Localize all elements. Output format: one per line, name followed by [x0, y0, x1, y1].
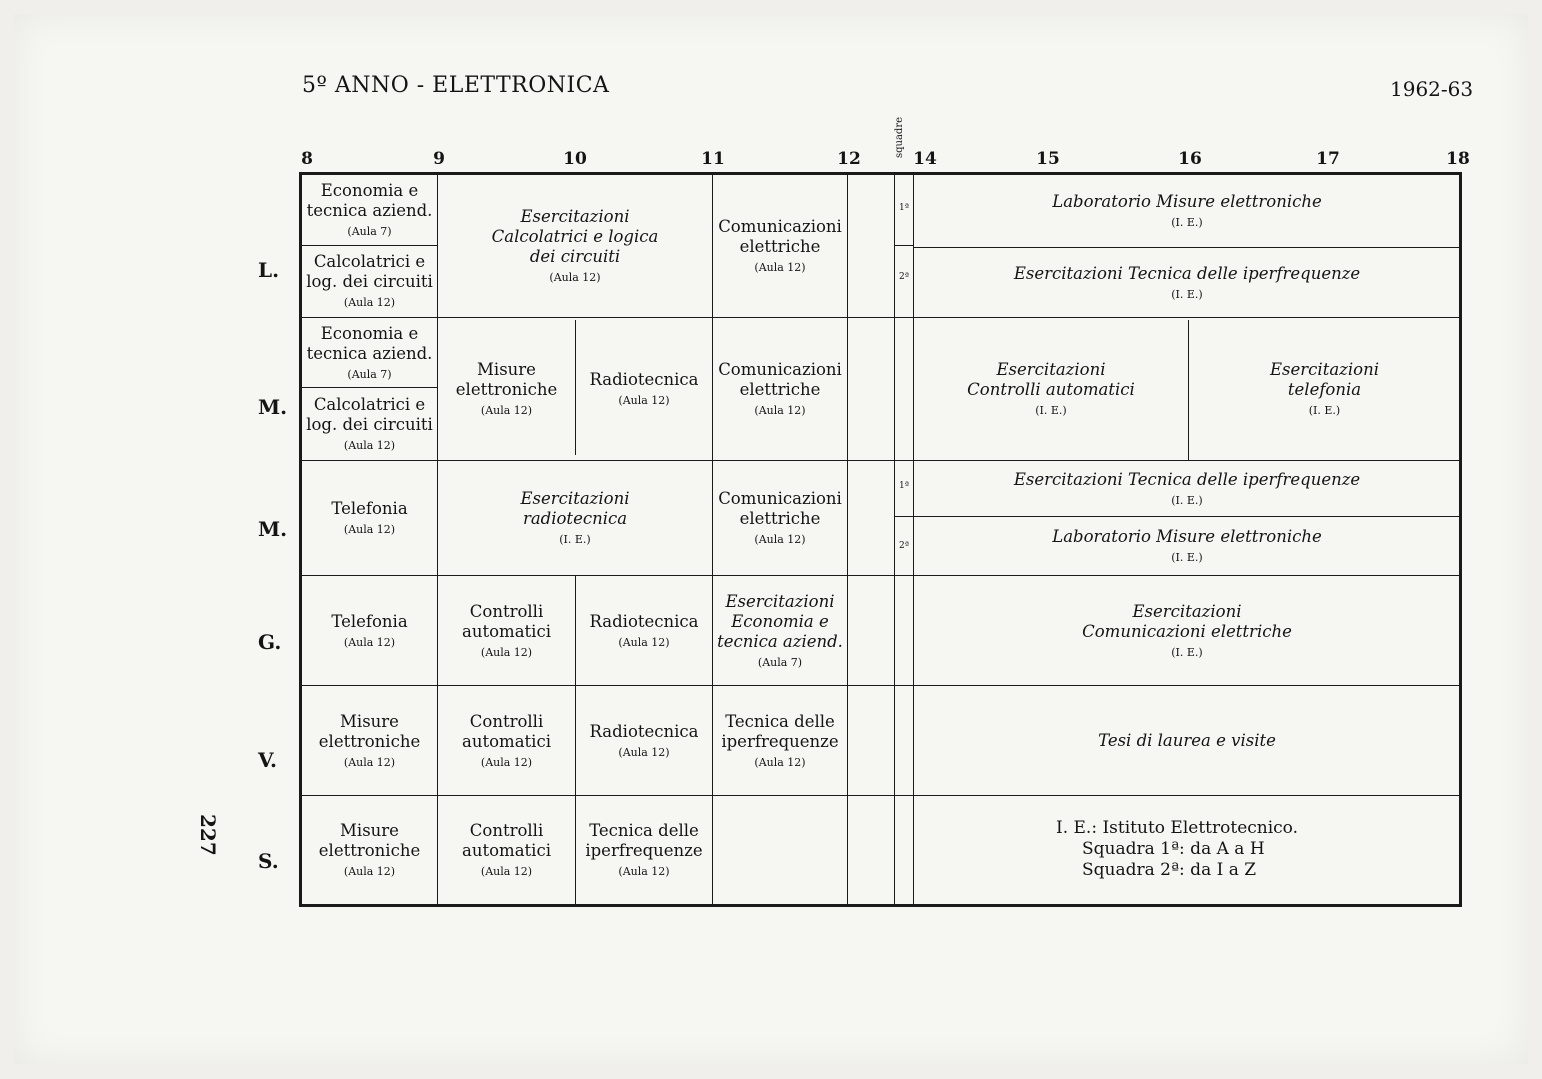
hour-15: 15	[1036, 149, 1060, 169]
squadra-mark: 2ª	[899, 541, 910, 551]
lesson-cell: Misure elettroniche (Aula 12)	[318, 821, 421, 878]
hour-9: 9	[433, 149, 445, 169]
day-tuesday: M.	[258, 395, 288, 419]
hour-17: 17	[1316, 149, 1340, 169]
lesson-cell: Esercitazioni Economia e tecnica aziend. (Aula 7)	[717, 591, 843, 669]
lesson-cell: Calcolatrici e log. dei circuiti (Aula 12)	[306, 395, 433, 452]
lesson-cell: Comunicazioni elettriche (Aula 12)	[718, 217, 842, 274]
day-monday: L.	[258, 258, 280, 282]
lesson-cell: Telefonia (Aula 12)	[331, 499, 408, 536]
lesson-cell: Economia e tecnica aziend. (Aula 7)	[306, 181, 433, 238]
lesson-cell: Esercitazioni Tecnica delle iperfrequenze (I. E.)	[1013, 263, 1361, 301]
squadre-label: squadre	[894, 116, 905, 158]
lesson-cell: Esercitazioni Controlli automatici (I. E.)	[967, 360, 1135, 417]
hour-10: 10	[563, 149, 587, 169]
lesson-cell: Controlli automatici (Aula 12)	[462, 821, 551, 878]
hour-11: 11	[701, 149, 725, 169]
lesson-cell: Radiotecnica (Aula 12)	[589, 721, 699, 759]
lesson-cell: Misure elettroniche (Aula 12)	[455, 360, 558, 417]
lesson-cell: Telefonia (Aula 12)	[331, 611, 408, 649]
lesson-cell: Esercitazioni Comunicazioni elettriche (I. E.)	[1082, 601, 1292, 659]
lesson-cell: Calcolatrici e log. dei circuiti (Aula 12)	[306, 252, 433, 309]
hour-14: 14	[913, 149, 937, 169]
page-title: 5º ANNO - ELETTRONICA	[302, 73, 610, 98]
note-line: Squadra 2ª: da I a Z	[1082, 860, 1257, 880]
academic-year: 1962-63	[1390, 77, 1474, 101]
squadra-mark: 1ª	[899, 203, 910, 213]
lesson-cell: Misure elettroniche (Aula 12)	[318, 711, 421, 769]
day-wednesday: M.	[258, 517, 288, 541]
note-line: I. E.: Istituto Elettrotecnico.	[1056, 818, 1299, 838]
day-saturday: S.	[258, 849, 279, 873]
page-number: 227	[196, 814, 220, 856]
lesson-cell: Comunicazioni elettriche (Aula 12)	[718, 489, 842, 546]
lesson-cell: Controlli automatici (Aula 12)	[462, 601, 551, 659]
hour-16: 16	[1178, 149, 1202, 169]
hour-8: 8	[301, 149, 313, 169]
lesson-cell: Economia e tecnica aziend. (Aula 7)	[306, 324, 433, 381]
lesson-cell: Tesi di laurea e visite	[1098, 730, 1276, 750]
lesson-cell: Laboratorio Misure elettroniche (I. E.)	[1052, 527, 1322, 564]
lesson-cell: Tecnica delle iperfrequenze (Aula 12)	[721, 711, 839, 769]
squadra-mark: 1ª	[899, 481, 910, 491]
squadra-mark: 2ª	[899, 272, 910, 282]
lesson-cell: Esercitazioni radiotecnica (I. E.)	[520, 489, 630, 546]
lesson-cell: Radiotecnica (Aula 12)	[589, 611, 699, 649]
lesson-cell: Tecnica delle iperfrequenze (Aula 12)	[585, 821, 703, 878]
lesson-cell: Controlli automatici (Aula 12)	[462, 711, 551, 769]
note-line: Squadra 1ª: da A a H	[1082, 839, 1265, 859]
hour-18: 18	[1446, 149, 1470, 169]
day-friday: V.	[258, 748, 277, 772]
lesson-cell: Esercitazioni Tecnica delle iperfrequenze (I. E.)	[1013, 469, 1361, 507]
lesson-cell: Comunicazioni elettriche (Aula 12)	[718, 360, 842, 417]
legend-notes	[1056, 818, 1298, 881]
lesson-cell: Esercitazioni telefonia (I. E.)	[1270, 360, 1379, 417]
lesson-cell: Laboratorio Misure elettroniche (I. E.)	[1052, 192, 1322, 229]
hour-12: 12	[837, 149, 861, 169]
lesson-cell: Radiotecnica (Aula 12)	[589, 370, 699, 407]
day-thursday: G.	[258, 630, 282, 654]
lesson-cell: Esercitazioni Calcolatrici e logica dei circuiti (Aula 12)	[491, 207, 659, 284]
